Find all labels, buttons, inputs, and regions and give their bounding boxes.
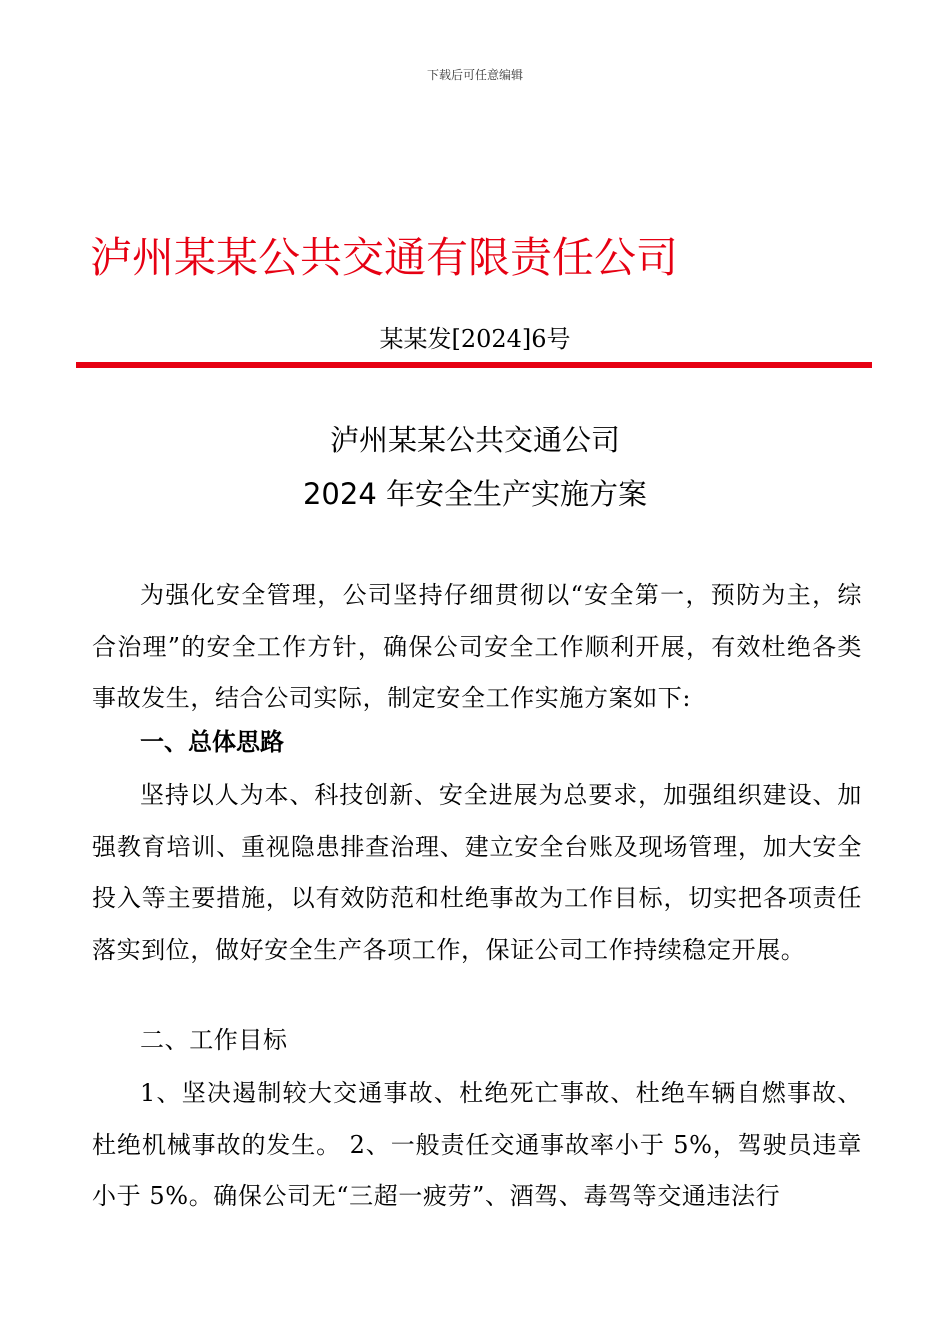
red-divider-line — [76, 362, 872, 368]
document-number: 某某发[2024]6号 — [379, 325, 571, 353]
document-title-line-2: 2024 年安全生产实施方案 — [302, 477, 648, 511]
section-1-paragraph: 坚持以人为本、科技创新、安全进展为总要求，加强组织建设、加强教育培训、重视隐患排查治理、建立安全台账及现场管理，加大安全投入等主要措施，以有效防范和杜绝事故为工作目标，切实把各项责任落实到位，做好安全生产各项工作，保证公司工作持续稳定开展。 — [92, 781, 862, 964]
document-title-line-1: 泸州某某公共交通公司 — [329, 423, 620, 457]
section-2-paragraph: 1、坚决遏制较大交通事故、杜绝死亡事故、杜绝车辆自燃事故、杜绝机械事故的发生。 2、一般责任交通事故率小于 5%，驾驶员违章小于 5%。确保公司无“三超一疲劳”、酒驾、毒驾等交通违法行 — [92, 1079, 862, 1210]
header-note: 下载后可任意编辑 — [426, 68, 523, 82]
organization-title: 泸州某某公共交通有限责任公司 — [90, 233, 679, 282]
section-heading-work-goals: 二、工作目标 — [140, 1026, 288, 1054]
intro-paragraph: 为强化安全管理，公司坚持仔细贯彻以“安全第一，预防为主，综合治理”的安全工作方针，确保公司安全工作顺利开展，有效杜绝各类事故发生，结合公司实际，制定安全工作实施方案如下: — [92, 581, 862, 712]
section-heading-overall-approach: 一、总体思路 — [140, 728, 284, 756]
